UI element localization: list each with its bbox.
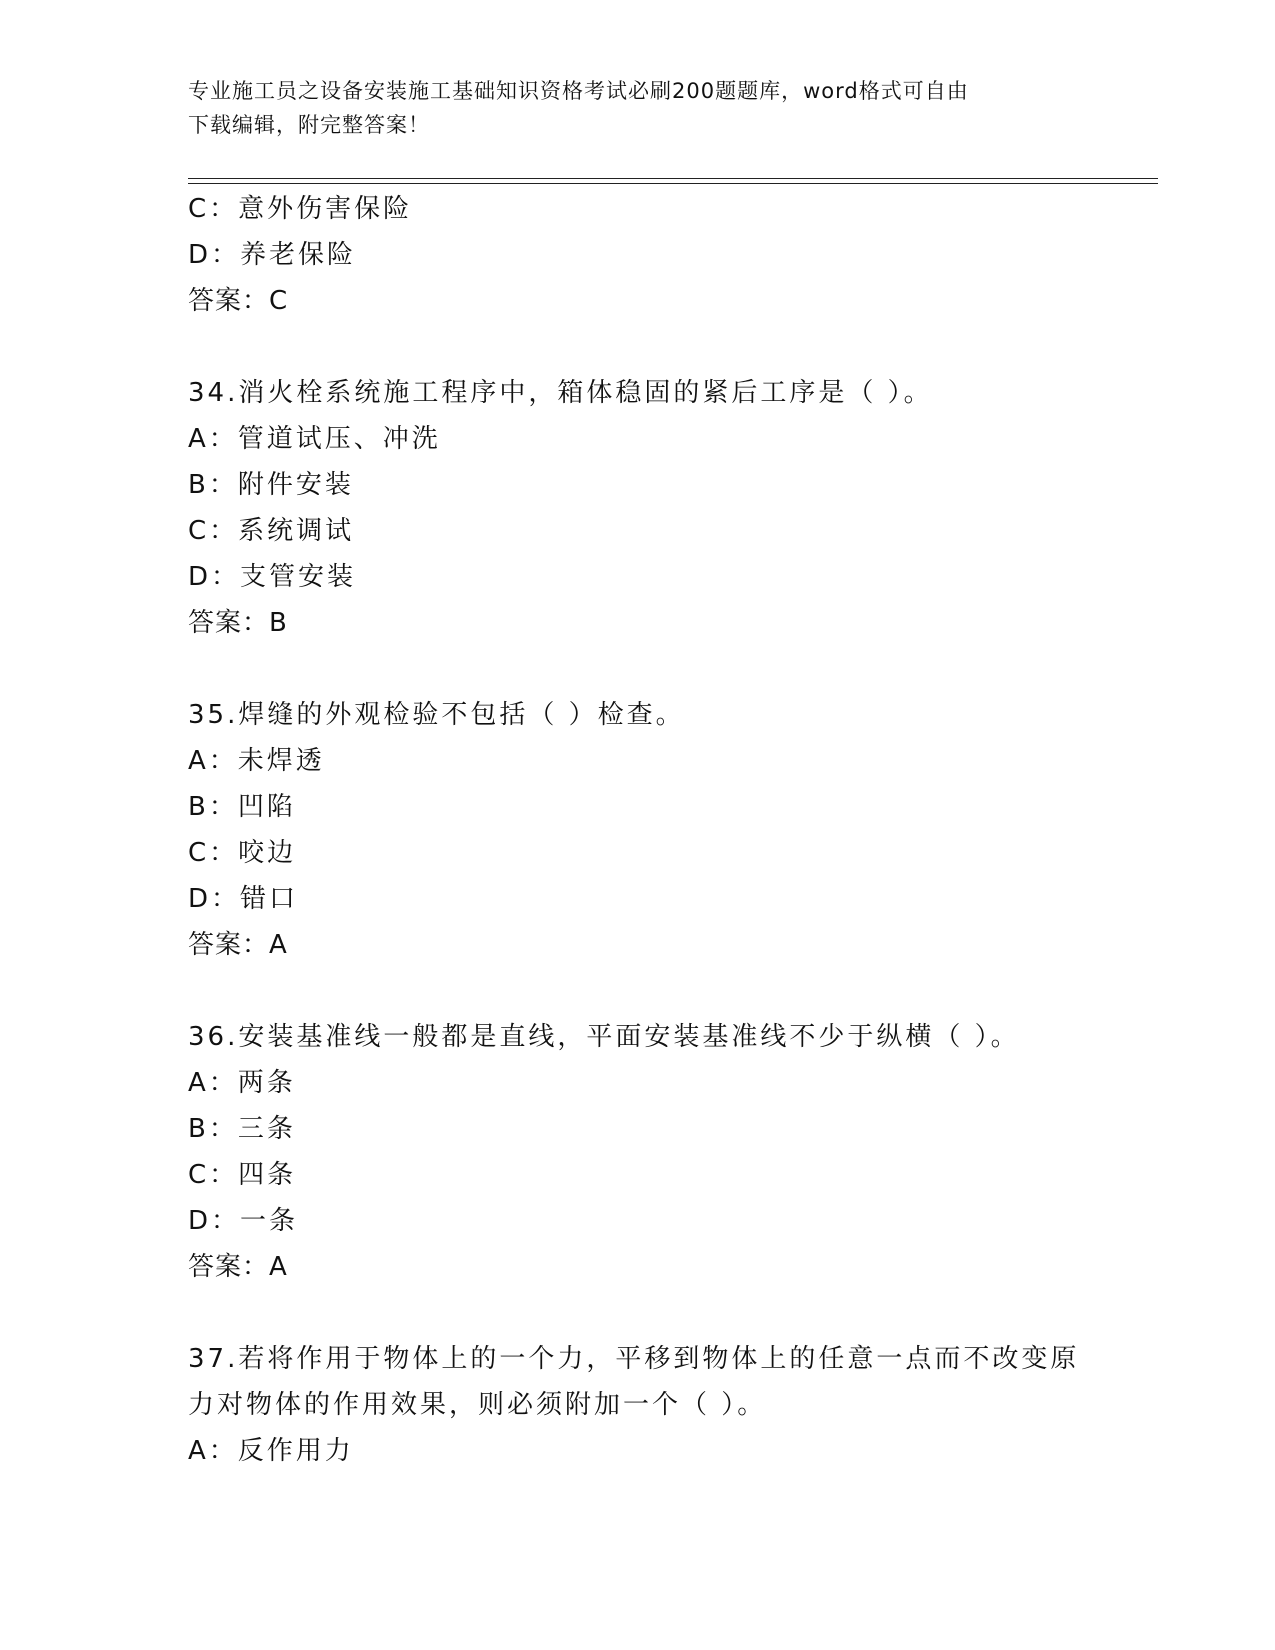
- spacer: [188, 1290, 1088, 1336]
- question-list: [188, 186, 1088, 1474]
- option-d: D：一条: [188, 1206, 299, 1236]
- answer-line: 答案：C: [188, 286, 289, 316]
- question-block: [188, 186, 1088, 324]
- option-c: C：咬边: [188, 838, 297, 868]
- question-block: [188, 1336, 1088, 1474]
- option-b: B：三条: [188, 1114, 296, 1144]
- option-b: B：附件安装: [188, 470, 354, 500]
- document-header: [188, 74, 1068, 142]
- question-block: [188, 1014, 1088, 1290]
- spacer: [188, 324, 1088, 370]
- header-title-line-1: 专业施工员之设备安装施工基础知识资格考试必刷200题题库，word格式可自由: [188, 79, 969, 103]
- question-text: 36.安装基准线一般都是直线，平面安装基准线不少于纵横（ ）。: [188, 1022, 1020, 1052]
- spacer: [188, 968, 1088, 1014]
- spacer: [188, 646, 1088, 692]
- question-block: [188, 370, 1088, 646]
- option-a: A：管道试压、冲洗: [188, 424, 441, 454]
- question-text: 37.若将作用于物体上的一个力，平移到物体上的任意一点而不改变原: [188, 1344, 1080, 1374]
- option-a: A：未焊透: [188, 746, 325, 776]
- option-c: C：系统调试: [188, 516, 355, 546]
- question-text: 34.消火栓系统施工程序中，箱体稳固的紧后工序是（ ）。: [188, 378, 933, 408]
- option-d: D：支管安装: [188, 562, 357, 592]
- question-block: [188, 692, 1088, 968]
- option-a: A：反作用力: [188, 1436, 354, 1466]
- header-divider-bottom: [188, 183, 1158, 184]
- option-d: D：错口: [188, 884, 299, 914]
- option-a: A：两条: [188, 1068, 296, 1098]
- option-c: C：四条: [188, 1160, 297, 1190]
- option-b: B：凹陷: [188, 792, 296, 822]
- answer-line: 答案：A: [188, 930, 288, 960]
- option-d: D：养老保险: [188, 240, 357, 270]
- answer-line: 答案：A: [188, 1252, 288, 1282]
- header-title-line-2: 下载编辑，附完整答案！: [188, 113, 430, 137]
- header-divider-top: [188, 178, 1158, 179]
- question-text-continued: 力对物体的作用效果，则必须附加一个（ ）。: [188, 1390, 767, 1420]
- question-text: 35.焊缝的外观检验不包括（ ）检查。: [188, 700, 685, 730]
- answer-line: 答案：B: [188, 608, 288, 638]
- option-c: C：意外伤害保险: [188, 194, 413, 224]
